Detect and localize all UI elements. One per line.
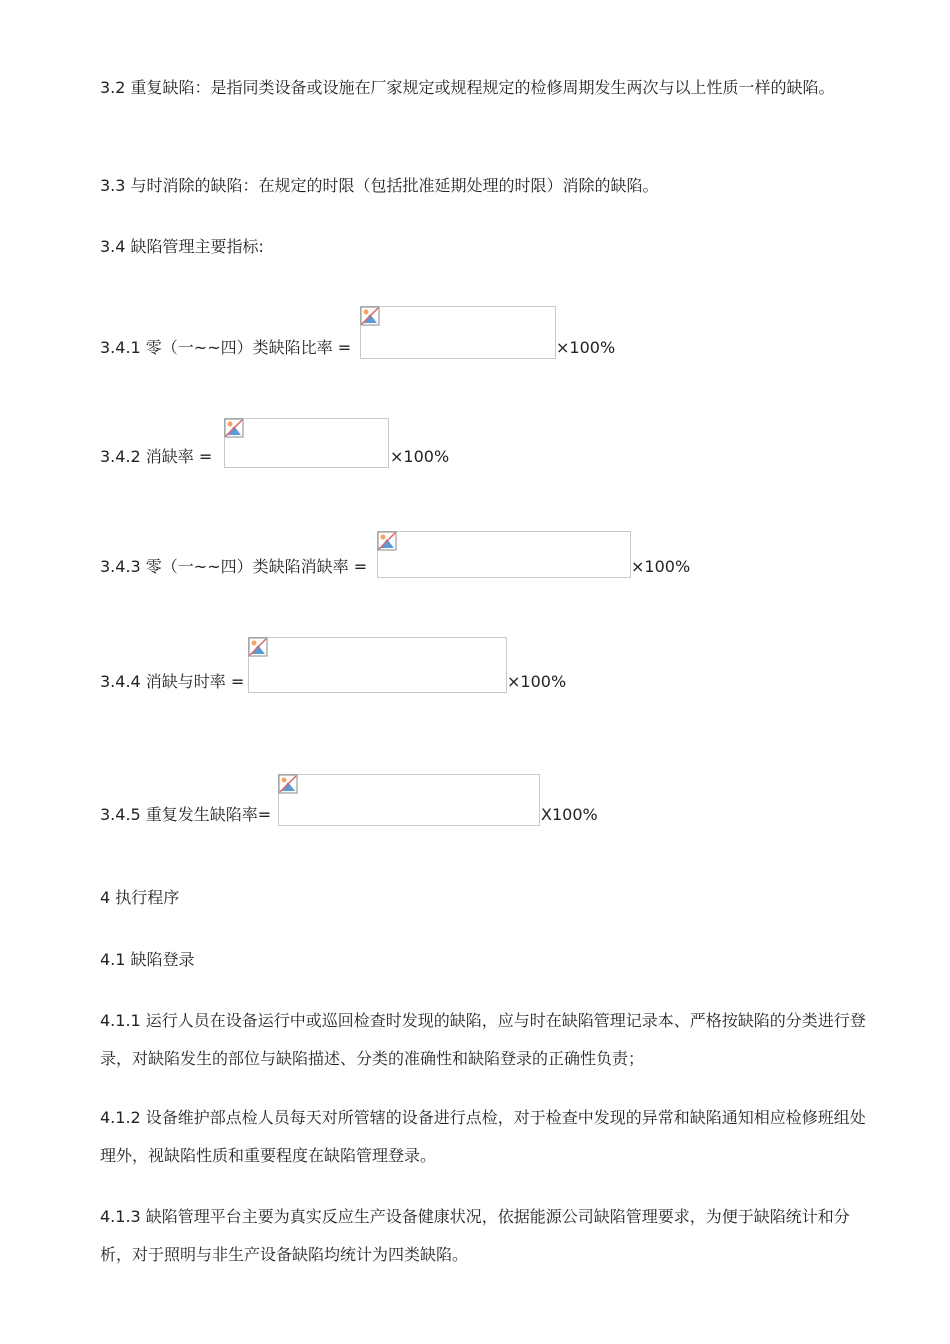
paragraph-4-1-2: 4.1.2 设备维护部点检人员每天对所管辖的设备进行点检，对于检查中发现的异常和缺陷通知相应检修班组处理外，视缺陷性质和重要程度在缺陷管理登录。 [100, 1108, 866, 1165]
paragraph-4-1-1: 4.1.1 运行人员在设备运行中或巡回检查时发现的缺陷，应与时在缺陷管理记录本、严格按缺陷的分类进行登录，对缺陷发生的部位与缺陷描述、分类的准确性和缺陷登录的正确性负责； [100, 1011, 866, 1068]
formula-suffix: ×100% [631, 557, 691, 576]
formula-label: 3.4.5 重复发生缺陷率= [100, 805, 272, 824]
formula-3-4-3 [100, 518, 900, 578]
formula-suffix: ×100% [507, 672, 567, 691]
formula-3-4-4 [100, 633, 900, 693]
formula-3-4-2 [100, 408, 900, 468]
broken-image-icon [248, 637, 268, 657]
heading-4: 4 执行程序 [100, 888, 180, 907]
paragraph-3-4: 3.4 缺陷管理主要指标: [100, 237, 264, 256]
broken-image-icon [377, 531, 397, 551]
formula-label: 3.4.3 零（一~~四）类缺陷消缺率 = [100, 557, 368, 576]
paragraph-3-2: 3.2 重复缺陷：是指同类设备或设施在厂家规定或规程规定的检修周期发生两次与以上性质一样的缺陷。 [100, 78, 835, 97]
heading-4-1: 4.1 缺陷登录 [100, 950, 195, 969]
formula-3-4-1 [100, 299, 900, 359]
formula-image [360, 306, 556, 359]
formula-suffix: ×100% [556, 338, 616, 357]
formula-image [377, 531, 631, 578]
broken-image-icon [278, 774, 298, 794]
formula-label: 3.4.4 消缺与时率 = [100, 672, 245, 691]
formula-3-4-5 [100, 766, 900, 826]
paragraph-4-1-3: 4.1.3 缺陷管理平台主要为真实反应生产设备健康状况，依据能源公司缺陷管理要求，为便于缺陷统计和分析，对于照明与非生产设备缺陷均统计为四类缺陷。 [100, 1207, 850, 1264]
broken-image-icon [360, 306, 380, 326]
formula-image [278, 774, 540, 826]
formula-suffix: X100% [541, 805, 598, 824]
formula-image [224, 418, 389, 468]
formula-label: 3.4.2 消缺率 = [100, 447, 213, 466]
paragraph-3-3: 3.3 与时消除的缺陷：在规定的时限（包括批准延期处理的时限）消除的缺陷。 [100, 176, 659, 195]
formula-suffix: ×100% [390, 447, 450, 466]
formula-image [248, 637, 507, 693]
formula-label: 3.4.1 零（一~~四）类缺陷比率 = [100, 338, 352, 357]
broken-image-icon [224, 418, 244, 438]
